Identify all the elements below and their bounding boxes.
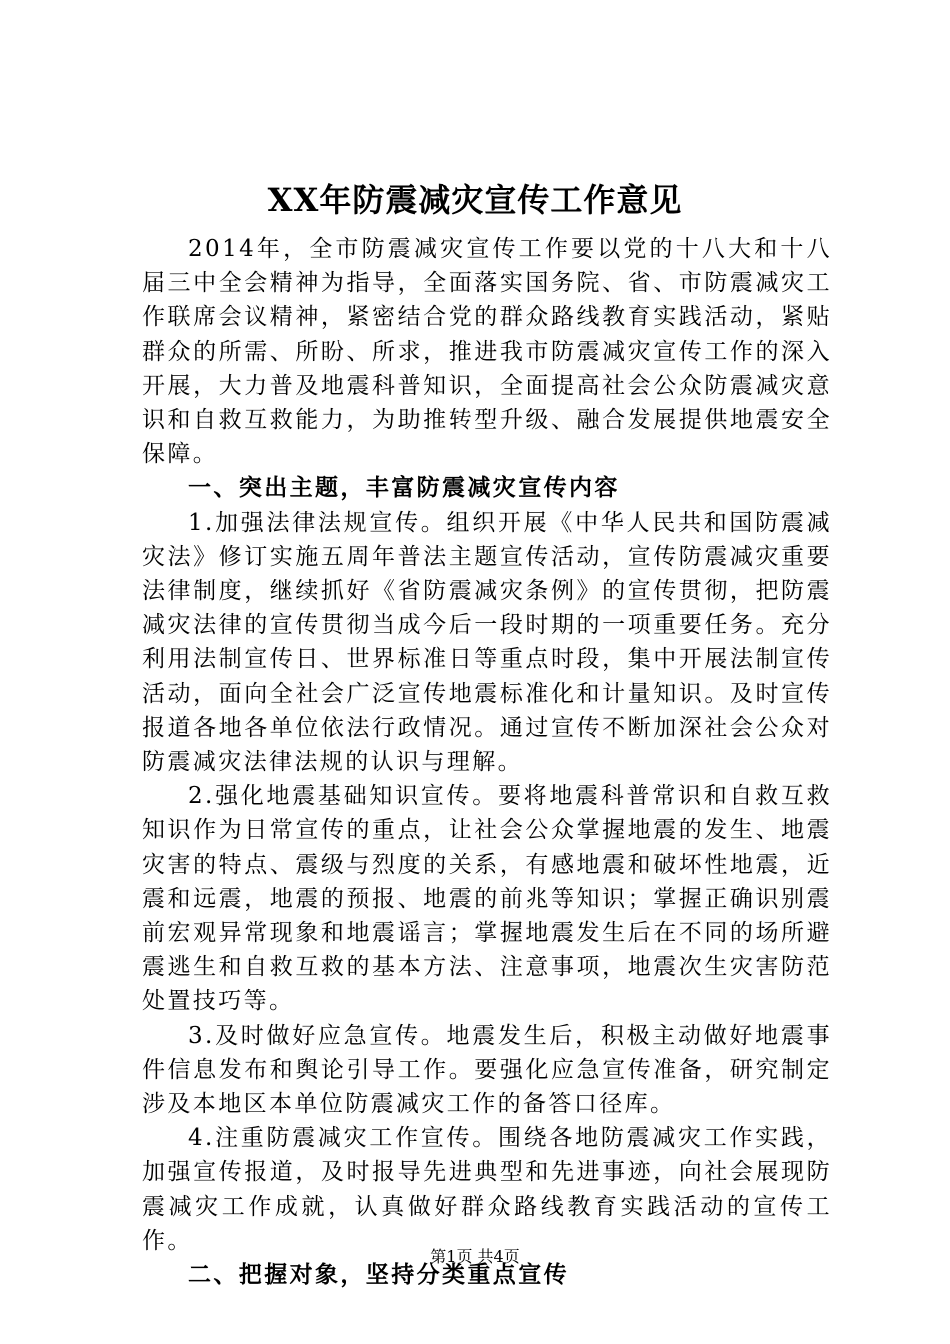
intro-paragraph: 2014年，全市防震减灾宣传工作要以党的十八大和十八届三中全会精神为指导，全面落实国务院、省、市防震减灾工作联席会议精神，紧密结合党的群众路线教育实践活动，紧贴群众的所需、所盼、所求，推进我市防震减灾宣传工作的深入开展，大力普及地震科普知识，全面提高社会公众防震减灾意识和自救互救能力，为助推转型升级、融合发展提供地震安全保障。 <box>142 236 832 468</box>
document-body <box>142 232 832 1292</box>
item-paragraph-1: 1.加强法律法规宣传。组织开展《中华人民共和国防震减灾法》修订实施五周年普法主题宣传活动，宣传防震减灾重要法律制度，继续抓好《省防震减灾条例》的宣传贯彻，把防震减灾法律的宣传贯彻当成今后一段时期的一项重要任务。充分利用法制宣传日、世界标准日等重点时段，集中开展法制宣传活动，面向全社会广泛宣传地震标准化和计量知识。及时宣传报道各地各单位依法行政情况。通过宣传不断加深社会公众对防震减灾法律法规的认识与理解。 <box>142 509 832 776</box>
page-number-footer: 第1页 共4页 <box>430 1247 520 1266</box>
section-heading-2: 二、把握对象，坚持分类重点宣传 <box>188 1261 569 1289</box>
item-paragraph-2: 2.强化地震基础知识宣传。要将地震科普常识和自救互救知识作为日常宣传的重点，让社会公众掌握地震的发生、地震灾害的特点、震级与烈度的关系，有感地震和破坏性地震，近震和远震，地震的预报、地震的前兆等知识；掌握正确识别震前宏观异常现象和地震谣言；掌握地震发生后在不同的场所避震逃生和自救互救的基本方法、注意事项，地震次生灾害防范处置技巧等。 <box>142 783 832 1015</box>
section-heading-1: 一、突出主题，丰富防震减灾宣传内容 <box>188 474 620 502</box>
document-title: XX年防震减灾宣传工作意见 <box>267 181 683 219</box>
item-paragraph-3: 3.及时做好应急宣传。地震发生后，积极主动做好地震事件信息发布和舆论引导工作。要强化应急宣传准备，研究制定涉及本地区本单位防震减灾工作的备答口径库。 <box>142 1022 832 1118</box>
item-paragraph-4: 4.注重防震减灾工作宣传。围绕各地防震减灾工作实践，加强宣传报道，及时报导先进典型和先进事迹，向社会展现防震减灾工作成就，认真做好群众路线教育实践活动的宣传工作。 <box>142 1125 832 1254</box>
